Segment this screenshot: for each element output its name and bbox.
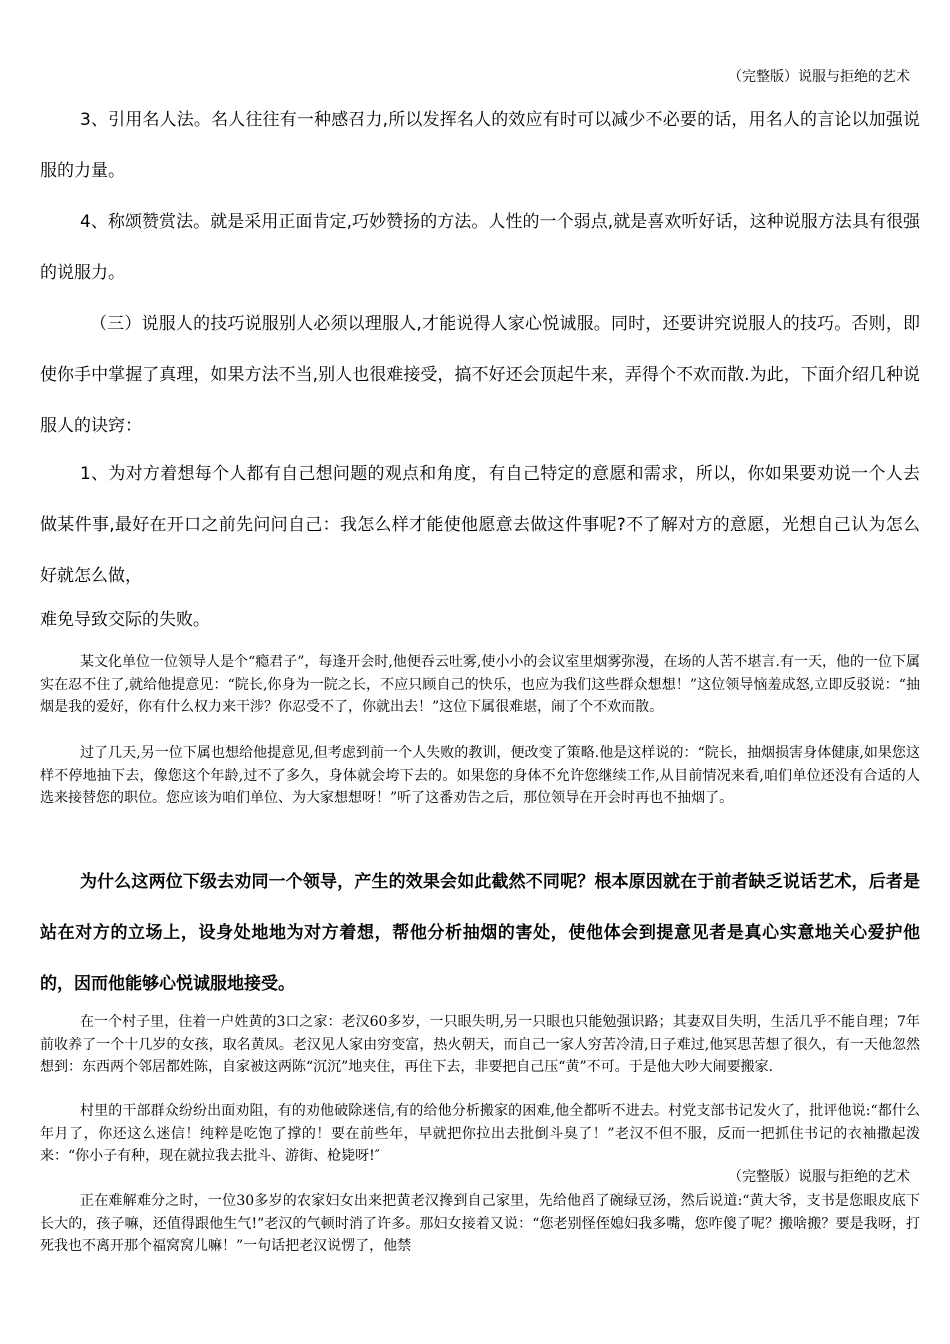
page-header: （完整版）说服与拒绝的艺术	[728, 69, 910, 85]
paragraph-consider-others: 1、为对方着想每个人都有自己想问题的观点和角度，有自己特定的意愿和需求，所以，你如果要劝说一个人去做某件事,最好在开口之前先问问自己：我怎么样才能使他愿意去做这件事呢?不了解对方的意愿，光想自己认为怎么好就怎么做，	[40, 464, 920, 586]
story-smoking-second: 过了几天,另一位下属也想给他提意见,但考虑到前一个人失败的教训，便改变了策略.他是这样说的：“院长，抽烟损害身体健康,如果您这样不停地抽下去，像您这个年龄,过不了多久，身体就会垮下去的。如果您的身体不允许您继续工作,从目前情况来看,咱们单位还没有合适的人选来接替您的职位。您应该为咱们单位、为大家想想呀！”听了这番劝告之后，那位领导在开会时再也不抽烟了。	[40, 745, 920, 806]
paragraph-analysis: 为什么这两位下级去劝同一个领导，产生的效果会如此截然不同呢？根本原因就在于前者缺乏说话艺术，后者是站在对方的立场上，设身处地地为对方着想，帮他分析抽烟的害处，使他体会到提意见者是真心实意地关心爱护他的，因而他能够心悦诚服地接受。	[40, 872, 920, 994]
story-village-family: 在一个村子里，住着一户姓黄的3口之家：老汉60多岁，一只眼失明,另一只眼也只能勉强识路；其妻双目失明，生活几乎不能自理；7年前收养了一个十几岁的女孩，取名黄凤。老汉见人家由穷变富，热火朝天，而自己一家人穷苦冷清,日子难过,他冥思苦想了很久，有一天他忽然想到：东西两个邻居都姓陈，自家被这两陈“沉沉”地夹住，再住下去，非要把自己压“黄”不可。于是他大吵大闹要搬家.	[40, 1014, 920, 1075]
paragraph-praise-method: 4、称颂赞赏法。就是采用正面肯定,巧妙赞扬的方法。人性的一个弱点,就是喜欢听好话，这种说服方法具有很强的说服力。	[40, 212, 920, 283]
paragraph-failure: 难免导致交际的失败。	[40, 610, 210, 630]
paragraph-quote-celebrity: 3、引用名人法。名人往往有一种感召力,所以发挥名人的效应有时可以减少不必要的话，用名人的言论以加强说服的力量。	[40, 110, 920, 181]
story-village-cadres: 村里的干部群众纷纷出面劝阻，有的劝他破除迷信,有的给他分析搬家的困难,他全都听不进去。村党支部书记发火了，批评他说:“都什么年月了，你还这么迷信！纯粹是吃饱了撑的！要在前些年，早就把你拉出去批倒斗臭了！”老汉不但不服，反而一把抓住书记的衣袖撒起泼来：“你小子有种，现在就拉我去批斗、游街、枪毙呀!″	[40, 1103, 920, 1164]
paragraph-persuasion-skills: （三）说服人的技巧说服别人必须以理服人,才能说得人家心悦诚服。同时，还要讲究说服人的技巧。否则，即使你手中掌握了真理，如果方法不当,别人也很难接受，搞不好还会顶起牛来，弄得个不欢而散.为此，下面介绍几种说服人的诀窍：	[40, 314, 920, 436]
story-village-woman: 正在难解难分之时，一位30多岁的农家妇女出来把黄老汉搀到自己家里，先给他舀了碗绿豆汤，然后说道:“黄大爷，支书是您眼皮底下长大的，孩子嘛，还值得跟他生气!”老汉的气顿时消了许多。那妇女接着又说：“您老别怪侄媳妇我多嘴，您咋傻了呢？搬啥搬？要是我呀，打死我也不离开那个福窝窝儿嘛！”一句话把老汉说愣了，他禁	[40, 1193, 920, 1254]
story-smoking-first: 某文化单位一位领导人是个“瘾君子”，每逢开会时,他便吞云吐雾,使小小的会议室里烟雾弥漫，在场的人苦不堪言.有一天，他的一位下属实在忍不住了,就给他提意见：“院长,你身为一院之长，不应只顾自己的快乐，也应为我们这些群众想想！”这位领导恼羞成怒,立即反驳说：“抽烟是我的爱好，你有什么权力来干涉？你忍受不了，你就出去！”这位下属很难堪，闹了个不欢而散。	[40, 654, 920, 715]
page-header-repeat: （完整版）说服与拒绝的艺术	[728, 1169, 910, 1185]
